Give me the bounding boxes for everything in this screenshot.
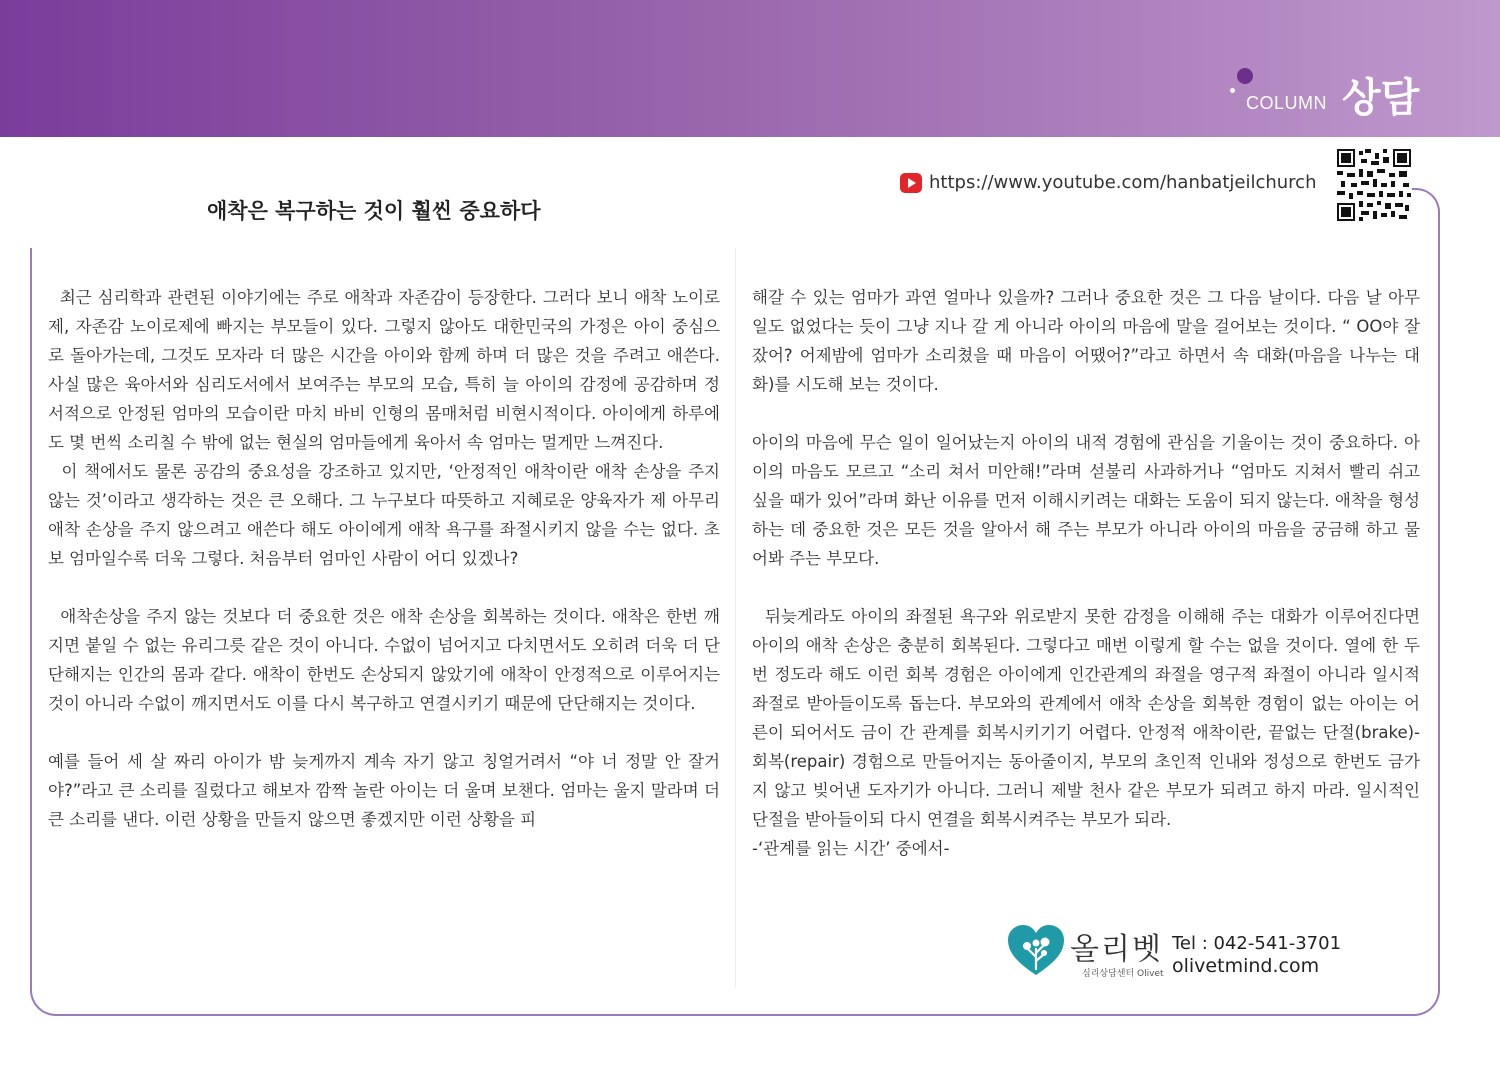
heart-tree-logo-icon [1008,925,1064,977]
section-title: 상담 [1342,75,1420,121]
phone-number[interactable]: Tel : 042-541-3701 [1172,933,1342,954]
article-title: 애착은 복구하는 것이 훨씬 중요하다 [207,199,541,223]
qr-code-icon[interactable] [1337,149,1411,221]
header-band [0,0,1500,137]
column-small-dot-icon [1230,88,1235,93]
youtube-icon[interactable] [900,173,922,193]
column-divider [735,248,736,988]
column-label: COLUMN [1246,93,1328,113]
brand-subtitle: 심리상담센터 Olivet [1082,969,1164,979]
article-paragraph: 최근 심리학과 관련된 이야기에는 주로 애착과 자존감이 등장한다. 그러다 보니 애착 노이로제, 자존감 노이로제에 빠지는 부모들이 있다. 그렇지 않아도 대한민국의 가정은 아이 중심으로 돌아가는데, 그것도 모자라 더 많은 시간을 아이와 함께 하며 더 많은 것을 주려고 애쓴다. 사실 많은 육아서와 심리도서에서 보여주는 부모의 모습, 특히 늘 아이의 감정에 공감하며 정서적으로 안정된 엄마의 모습이란 마치 바비 인형의 몸매처럼 비현시적이다. 아이에게 하루에도 몇 번씩 소리칠 수 밖에 없는 현실의 엄마들에게 육아서 속 엄마는 멀게만 느껴진다. [48,288,720,452]
article-frame-corner [1412,188,1440,248]
article-paragraph: 뒤늦게라도 아이의 좌절된 욕구와 위로받지 못한 감정을 이해해 주는 대화가 이루어진다면 아이의 애착 손상은 충분히 회복된다. 그렇다고 매번 이렇게 할 수는 없을 것이다. 열에 한 두번 정도라 해도 이런 회복 경험은 아이에게 인간관계의 좌절을 영구적 좌절이 아니라 일시적 좌절로 받아들이도록 돕는다. 부모와의 관계에서 애착 손상을 회복한 경험이 없는 아이는 어른이 되어서도 금이 간 관계를 회복시키기기 어렵다. 안정적 애착이란, 끝없는 단절(brake)-회복(repair) 경험으로 만들어지는 동아줄이지, 부모의 초인적 인내와 정성으로 한번도 금가지 않고 빚어낸 도자기가 아니다. 그러니 제발 천사 같은 부모가 되려고 하지 마라. 일시적인 단절을 받아들이되 다시 연결을 회복시켜주는 부모가 되라. [752,607,1420,829]
article-paragraph: 해갈 수 있는 엄마가 과연 얼마나 있을까? 그러나 중요한 것은 그 다음 날이다. 다음 날 아무 일도 없었다는 듯이 그냥 지나 갈 게 아니라 아이의 마음에 말을 걸어보는 것이다. “ OO야 잘 잤어? 어제밤에 엄마가 소리쳤을 때 마음이 어땠어?”라고 하면서 속 대화(마음을 나누는 대화)를 시도해 보는 것이다. [752,288,1420,394]
article-left-column [48,283,720,834]
article-paragraph: 아이의 마음에 무슨 일이 일어났는지 아이의 내적 경험에 관심을 기울이는 것이 중요하다. 아이의 마음도 모르고 “소리 쳐서 미안해!”라며 섣불리 사과하거나 “엄마도 지쳐서 빨리 쉬고 싶을 때가 있어”라며 화난 이유를 먼저 이해시키려는 대화는 도움이 되지 않는다. 애착을 형성하는 데 중요한 것은 모든 것을 알아서 해 주는 부모가 아니라 아이의 마음을 궁금해 하고 물어봐 주는 부모다. [752,433,1420,568]
column-dot-icon [1237,68,1253,84]
article-paragraph: 애착손상을 주지 않는 것보다 더 중요한 것은 애착 손상을 회복하는 것이다. 애착은 한번 깨지면 붙일 수 없는 유리그릇 같은 것이 아니다. 수없이 넘어지고 다치면서도 오히려 더욱 더 단단해지는 인간의 몸과 같다. 애착이 한번도 손상되지 않았기에 애착이 안정적으로 이루어지는 것이 아니라 수없이 깨지면서도 이를 다시 복구하고 연결시키기 때문에 단단해지는 것이다. [48,607,720,713]
article-right-column [752,283,1420,863]
article-paragraph: 이 책에서도 물론 공감의 중요성을 강조하고 있지만, ‘안정적인 애착이란 애착 손상을 주지 않는 것’이라고 생각하는 것은 큰 오해다. 그 누구보다 따뜻하고 지혜로운 양육자가 제 아무리 애착 손상을 주지 않으려고 애쓴다 해도 아이에게 애착 욕구를 좌절시키지 않을 수는 없다. 초보 엄마일수록 더욱 그렇다. 처음부터 엄마인 사람이 어디 있겠나? [48,462,720,568]
article-paragraph: 예를 들어 세 살 짜리 아이가 밤 늦게까지 계속 자기 않고 칭얼거려서 “야 너 정말 안 잘거야?”라고 큰 소리를 질렀다고 해보자 깜짝 놀란 아이는 더 울며 보챈다. 엄마는 울지 말라며 더 큰 소리를 낸다. 이런 상황을 만들지 않으면 좋겠지만 이런 상황을 피 [48,752,720,829]
website-link[interactable]: olivetmind.com [1172,955,1320,977]
paragraph-gap [752,573,1420,602]
paragraph-gap [48,573,720,602]
paragraph-gap [48,718,720,747]
brand-name: 올리벳 [1070,932,1163,967]
youtube-link[interactable]: https://www.youtube.com/hanbatjeilchurch [929,172,1317,193]
paragraph-gap [752,399,1420,428]
article-source: -‘관계를 읽는 시간’ 중에서- [752,839,950,858]
